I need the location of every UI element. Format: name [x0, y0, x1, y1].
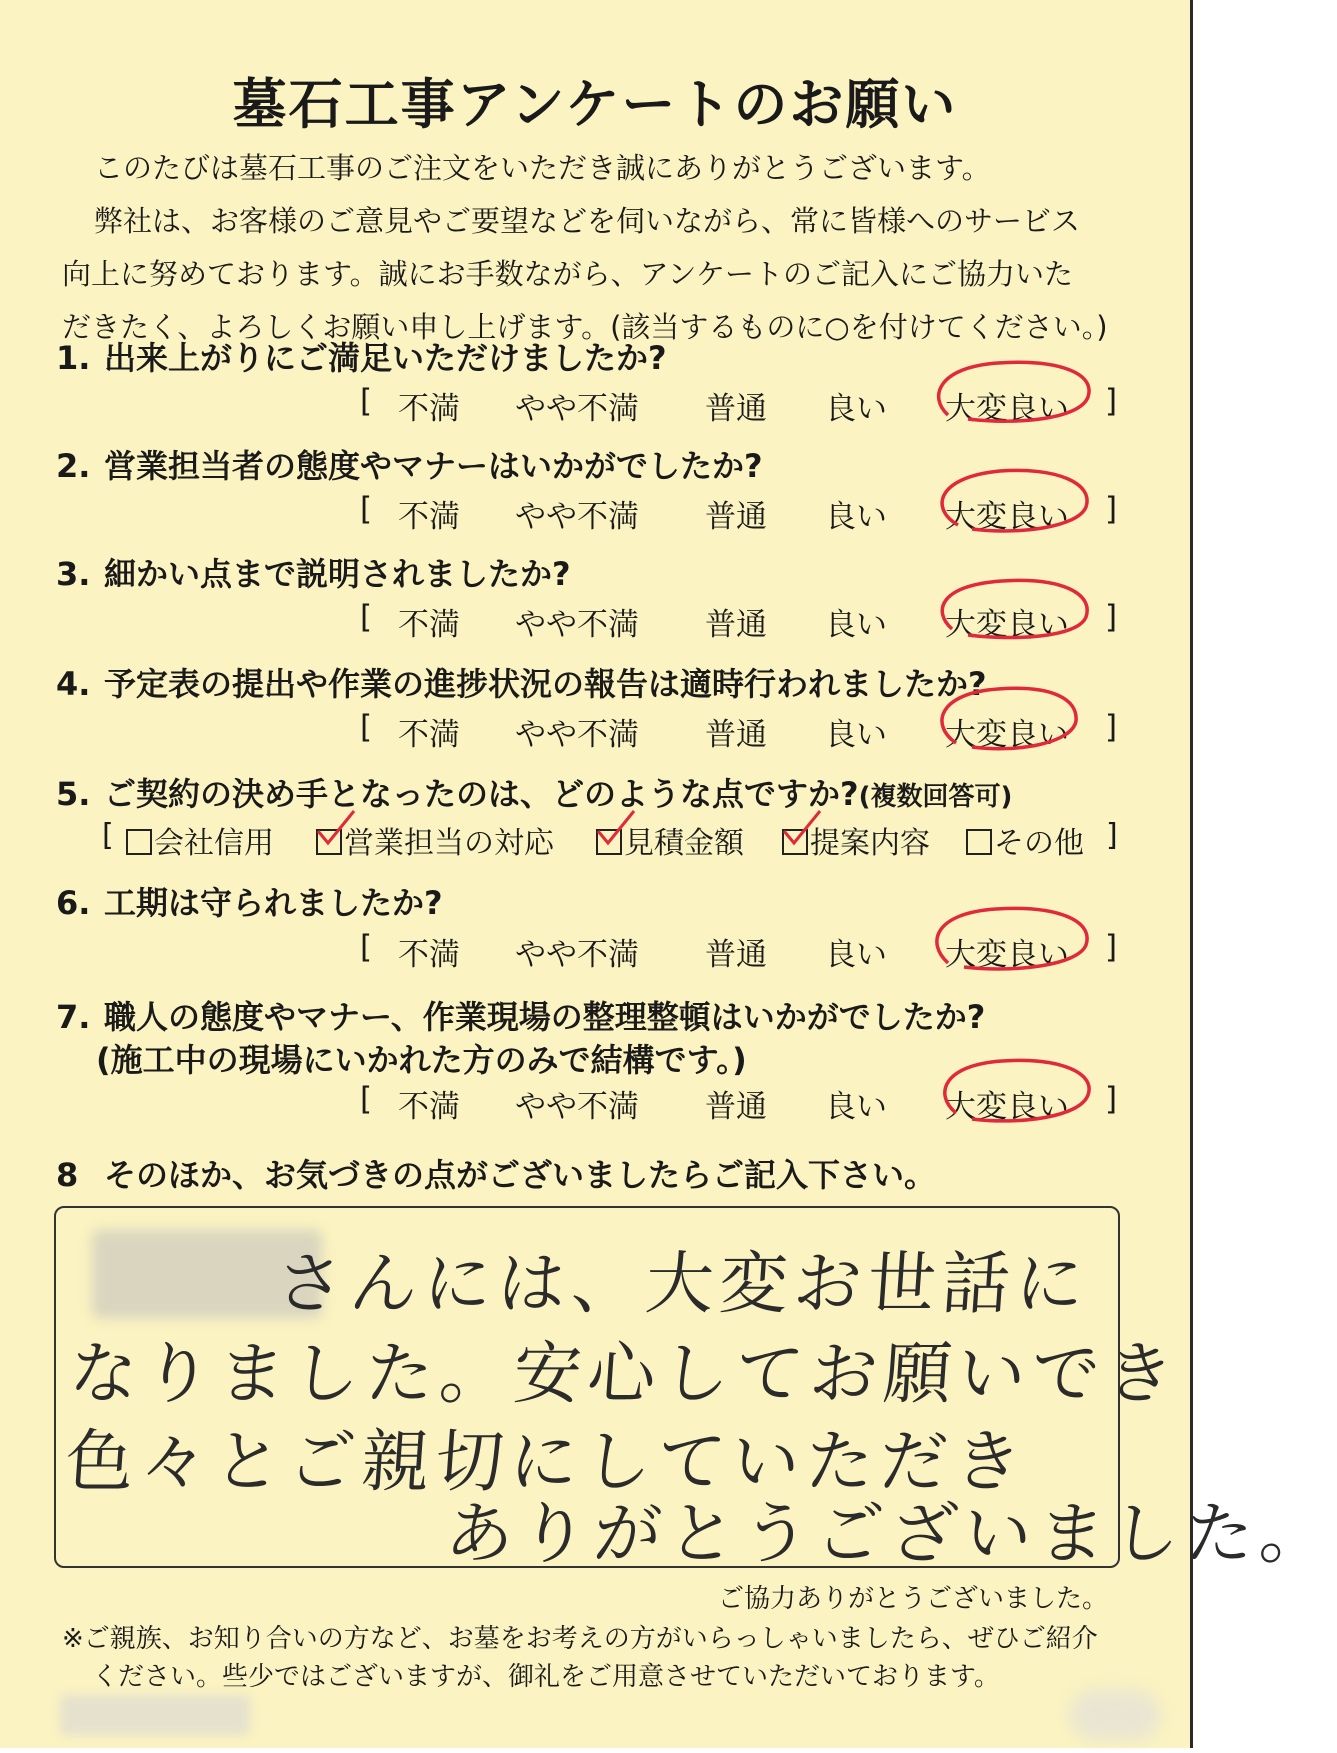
bracket-open: [ [360, 599, 373, 635]
handwritten-line: 色々とご親切にしていただき [62, 1423, 1031, 1502]
intro-line: 向上に努めております。誠にお手数ながら、アンケートのご記入にご協力いた [62, 257, 1073, 291]
option-yoi[interactable]: 良い [825, 391, 887, 427]
option-yaya-fuman[interactable]: やや不満 [515, 937, 639, 973]
intro-line: だきたく、よろしくお願い申し上げます。(該当するものに○を付けてください。) [62, 310, 1108, 344]
option-yaya-fuman[interactable]: やや不満 [515, 499, 639, 535]
option-fuman[interactable]: 不満 [398, 499, 460, 535]
question-number: 8 [56, 1156, 79, 1194]
page-title: 墓石工事アンケートのお願い [232, 73, 958, 136]
bracket-open: [ [102, 818, 114, 853]
option-taihen-yoi[interactable]: 大変良い [945, 1089, 1069, 1125]
question-2 [56, 441, 763, 487]
question-7-subtext: (施工中の現場にいかれた方のみで結構です。) [96, 1041, 747, 1079]
bracket-open: [ [360, 929, 373, 965]
question-number: 5. [56, 775, 91, 813]
bracket-close: ] [1105, 491, 1118, 527]
redacted-stamp [60, 1695, 250, 1735]
bracket-close: ] [1105, 929, 1118, 965]
checkbox-company-trust[interactable] [126, 818, 274, 862]
bracket-close: ] [1105, 383, 1118, 419]
option-yoi[interactable]: 良い [825, 937, 887, 973]
option-taihen-yoi[interactable]: 大変良い [945, 391, 1069, 427]
comment-box[interactable] [54, 1206, 1337, 1574]
question-6 [56, 878, 443, 924]
question-5 [56, 769, 1012, 815]
checkbox-empty[interactable] [966, 829, 992, 855]
intro-line: このたびは墓石工事のご注文をいただき誠にありがとうございます。 [94, 151, 991, 185]
question-text: 工期は守られましたか? [104, 884, 443, 922]
handwritten-line: さんには、大変お世話に [272, 1245, 1093, 1324]
checkbox-empty[interactable] [126, 829, 152, 855]
question-4 [56, 659, 987, 705]
bracket-close: ] [1105, 709, 1118, 745]
option-fuman[interactable]: 不満 [398, 607, 460, 643]
question-note: (複数回答可) [858, 782, 1013, 812]
option-futsu[interactable]: 普通 [705, 717, 767, 753]
footnote-line: ください。些少ではございますが、御礼をご用意させていただいております。 [92, 1662, 1000, 1692]
checkbox-sales-response[interactable] [316, 818, 554, 862]
bracket-open: [ [360, 383, 373, 419]
thanks-text: ご協力ありがとうございました。 [717, 1584, 1108, 1614]
option-taihen-yoi[interactable]: 大変良い [945, 499, 1069, 535]
option-yoi[interactable]: 良い [825, 1089, 887, 1125]
question-1 [56, 333, 667, 379]
option-yaya-fuman[interactable]: やや不満 [515, 391, 639, 427]
checkbox-proposal[interactable] [782, 818, 930, 862]
footnote [62, 1620, 1142, 1696]
question-text: ご契約の決め手となったのは、どのような点ですか? [104, 775, 859, 813]
option-futsu[interactable]: 普通 [705, 937, 767, 973]
question-number: 4. [56, 665, 91, 703]
option-yoi[interactable]: 良い [825, 607, 887, 643]
rating-row-3 [360, 599, 1120, 643]
intro-line: 弊社は、お客様のご意見やご要望などを伺いながら、常に皆様へのサービス [94, 204, 1081, 238]
handwritten-line: ありがとうございました。 [442, 1495, 1337, 1574]
option-yoi[interactable]: 良い [825, 717, 887, 753]
option-futsu[interactable]: 普通 [705, 499, 767, 535]
option-yaya-fuman[interactable]: やや不満 [515, 607, 639, 643]
question-text: 出来上がりにご満足いただけましたか? [104, 339, 667, 377]
question-text: 営業担当者の態度やマナーはいかがでしたか? [104, 447, 763, 485]
checkbox-checked[interactable] [596, 829, 622, 855]
rating-row-2 [360, 491, 1120, 535]
footnote-line: ※ご親族、お知り合いの方など、お墓をお考えの方がいらっしゃいましたら、ぜひご紹介 [62, 1624, 1098, 1654]
option-fuman[interactable]: 不満 [398, 937, 460, 973]
question-text: 細かい点まで説明されましたか? [104, 555, 571, 593]
question-number: 6. [56, 884, 91, 922]
handwritten-line: なりました。安心してお願いでき [66, 1335, 1183, 1414]
option-fuman[interactable]: 不満 [398, 391, 460, 427]
question-number: 1. [56, 339, 91, 377]
question-3 [56, 549, 571, 595]
option-futsu[interactable]: 普通 [705, 391, 767, 427]
rating-row-6 [360, 929, 1120, 973]
option-taihen-yoi[interactable]: 大変良い [945, 937, 1069, 973]
option-yoi[interactable]: 良い [825, 499, 887, 535]
checkbox-label: 提案内容 [810, 826, 930, 861]
rating-row-4 [360, 709, 1120, 753]
option-fuman[interactable]: 不満 [398, 717, 460, 753]
question-text: 予定表の提出や作業の進捗状況の報告は適時行われましたか? [104, 665, 987, 703]
option-yaya-fuman[interactable]: やや不満 [515, 1089, 639, 1125]
checkbox-row [102, 818, 1122, 862]
bracket-open: [ [360, 491, 373, 527]
checkbox-label: 会社信用 [154, 826, 274, 861]
rating-row-7 [360, 1081, 1120, 1125]
option-taihen-yoi[interactable]: 大変良い [945, 717, 1069, 753]
question-text: そのほか、お気づきの点がございましたらご記入下さい。 [104, 1156, 937, 1194]
question-8 [56, 1150, 936, 1196]
question-number: 7. [56, 998, 91, 1036]
option-yaya-fuman[interactable]: やや不満 [515, 717, 639, 753]
bracket-open: [ [360, 1081, 373, 1117]
option-taihen-yoi[interactable]: 大変良い [945, 607, 1069, 643]
bracket-close: ] [1105, 1081, 1118, 1117]
intro-text [62, 142, 1122, 354]
bracket-close: ] [1106, 818, 1118, 853]
checkbox-label: 営業担当の対応 [344, 826, 554, 861]
question-text: 職人の態度やマナー、作業現場の整理整頓はいかがでしたか? [104, 998, 986, 1036]
checkbox-estimate[interactable] [596, 818, 744, 862]
checkbox-checked[interactable] [316, 829, 342, 855]
checkbox-other[interactable] [966, 818, 1084, 862]
question-7 [56, 992, 985, 1038]
bracket-open: [ [360, 709, 373, 745]
rating-row-1 [360, 383, 1120, 427]
checkbox-checked[interactable] [782, 829, 808, 855]
bracket-close: ] [1105, 599, 1118, 635]
scan-smudge [1070, 1690, 1160, 1740]
question-number: 2. [56, 447, 91, 485]
checkbox-label: 見積金額 [624, 826, 744, 861]
checkbox-label: その他 [994, 826, 1084, 861]
question-number: 3. [56, 555, 91, 593]
option-futsu[interactable]: 普通 [705, 607, 767, 643]
option-fuman[interactable]: 不満 [398, 1089, 460, 1125]
option-futsu[interactable]: 普通 [705, 1089, 767, 1125]
